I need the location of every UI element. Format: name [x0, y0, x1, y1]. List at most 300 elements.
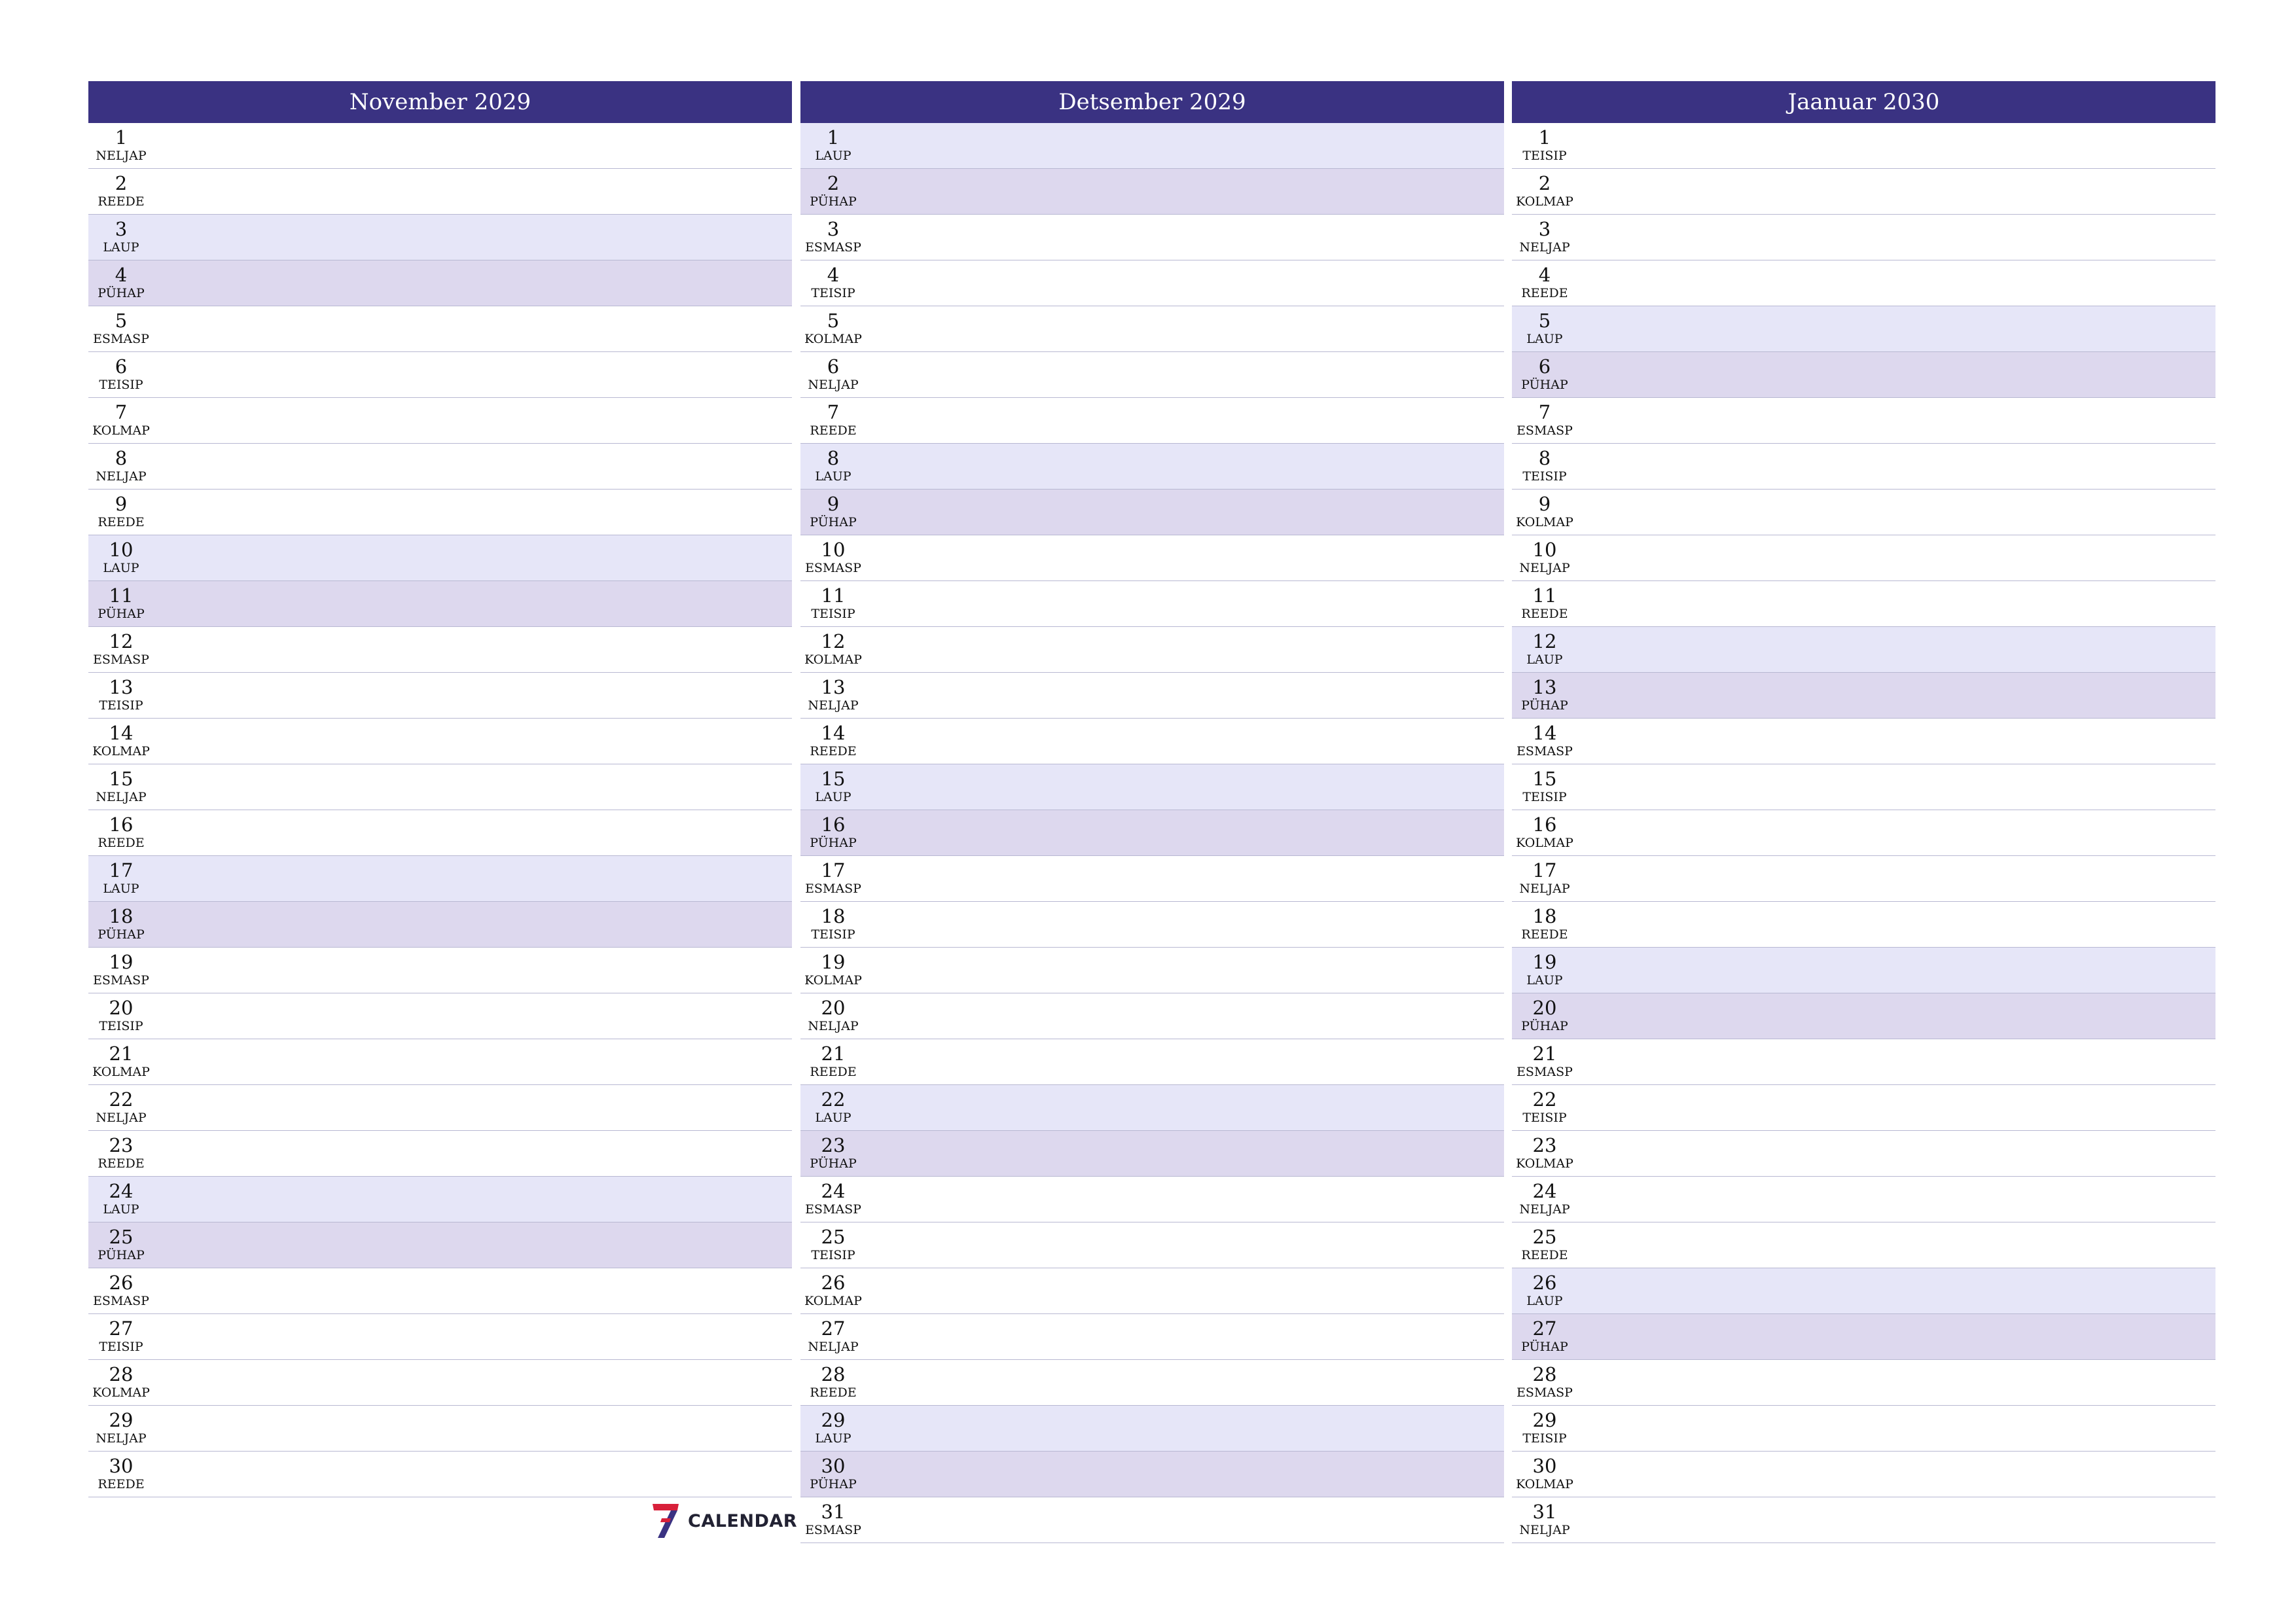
day-number: 23 [109, 1134, 134, 1156]
day-number: 24 [109, 1180, 134, 1202]
day-row [800, 993, 1504, 1039]
weekday-label: TEISIP [1522, 1111, 1567, 1125]
day-number: 30 [109, 1455, 134, 1477]
day-row [1512, 673, 2215, 719]
day-cell [91, 1043, 151, 1079]
weekday-label: LAUP [815, 1111, 852, 1125]
day-cell [803, 310, 863, 346]
day-number: 26 [1532, 1272, 1557, 1294]
weekday-label: NELJAP [1519, 240, 1570, 255]
day-number: 27 [1532, 1317, 1557, 1340]
day-number: 10 [1532, 539, 1557, 561]
day-number: 29 [821, 1409, 846, 1431]
weekday-label: PÜHAP [98, 607, 145, 621]
weekday-label: NELJAP [808, 1340, 859, 1354]
weekday-label: REEDE [98, 1477, 145, 1491]
month-november [88, 81, 792, 1497]
day-row [1512, 169, 2215, 215]
day-row [800, 719, 1504, 764]
day-row [88, 993, 792, 1039]
weekday-label: LAUP [103, 561, 139, 575]
day-row [1512, 490, 2215, 535]
day-number: 26 [109, 1272, 134, 1294]
day-row [88, 581, 792, 627]
day-cell [91, 631, 151, 667]
month-title: Jaanuar 2030 [1512, 81, 2215, 123]
day-cell [1515, 127, 1575, 163]
day-cell [91, 1272, 151, 1308]
weekday-label: REEDE [1521, 607, 1568, 621]
day-row [1512, 123, 2215, 169]
day-number: 1 [115, 126, 128, 149]
weekday-label: PÜHAP [1521, 1019, 1568, 1033]
day-cell [91, 402, 151, 438]
weekday-label: TEISIP [1522, 1431, 1567, 1446]
day-cell [803, 1089, 863, 1125]
weekday-label: REEDE [810, 1385, 857, 1400]
day-number: 13 [1532, 676, 1557, 698]
day-cell [803, 1272, 863, 1308]
weekday-label: LAUP [815, 469, 852, 484]
day-number: 2 [827, 172, 840, 194]
day-number: 6 [115, 355, 128, 378]
weekday-label: LAUP [1526, 332, 1563, 346]
weekday-label: ESMASP [93, 1294, 149, 1308]
day-row [1512, 1314, 2215, 1360]
day-row [800, 1085, 1504, 1131]
weekday-label: LAUP [103, 240, 139, 255]
day-cell [91, 493, 151, 529]
day-number: 8 [1538, 447, 1551, 469]
day-cell [803, 402, 863, 438]
day-cell [1515, 1181, 1575, 1217]
day-cell [1515, 539, 1575, 575]
day-row [88, 1131, 792, 1177]
day-number: 17 [1532, 859, 1557, 882]
day-cell [91, 1181, 151, 1217]
day-row [1512, 535, 2215, 581]
day-number: 23 [1532, 1134, 1557, 1156]
day-cell [91, 997, 151, 1033]
day-cell [803, 860, 863, 896]
day-row [800, 123, 1504, 169]
day-row [88, 1039, 792, 1085]
weekday-label: TEISIP [99, 698, 143, 713]
day-row [1512, 352, 2215, 398]
weekday-label: PÜHAP [98, 286, 145, 300]
day-number: 24 [821, 1180, 846, 1202]
weekday-label: REEDE [810, 423, 857, 438]
weekday-label: KOLMAP [1516, 194, 1573, 209]
day-number: 7 [1538, 401, 1551, 423]
day-number: 15 [109, 768, 134, 790]
day-number: 10 [109, 539, 134, 561]
day-number: 14 [1532, 722, 1557, 744]
day-number: 12 [821, 630, 846, 652]
day-number: 21 [109, 1043, 134, 1065]
day-row [88, 1314, 792, 1360]
day-number: 28 [109, 1363, 134, 1385]
day-cell [1515, 356, 1575, 392]
day-number: 16 [109, 813, 134, 836]
day-cell [1515, 906, 1575, 942]
weekday-label: LAUP [103, 1202, 139, 1217]
day-row [88, 902, 792, 948]
day-row [1512, 1268, 2215, 1314]
weekday-label: PÜHAP [98, 927, 145, 942]
day-number: 31 [1532, 1501, 1557, 1523]
weekday-label: KOLMAP [92, 423, 150, 438]
day-cell [803, 1135, 863, 1171]
day-row [800, 490, 1504, 535]
weekday-label: NELJAP [96, 1431, 147, 1446]
day-cell [1515, 1226, 1575, 1262]
day-number: 20 [821, 997, 846, 1019]
day-row [88, 260, 792, 306]
day-cell [803, 997, 863, 1033]
weekday-label: REEDE [98, 515, 145, 529]
weekday-label: TEISIP [1522, 149, 1567, 163]
day-cell [803, 448, 863, 484]
day-number: 30 [821, 1455, 846, 1477]
month-january [1512, 81, 2215, 1543]
day-cell [1515, 631, 1575, 667]
day-number: 29 [1532, 1409, 1557, 1431]
day-number: 31 [821, 1501, 846, 1523]
day-cell [91, 1089, 151, 1125]
weekday-label: KOLMAP [1516, 515, 1573, 529]
weekday-label: PÜHAP [1521, 378, 1568, 392]
day-row [88, 444, 792, 490]
day-number: 23 [821, 1134, 846, 1156]
weekday-label: NELJAP [1519, 882, 1570, 896]
day-number: 22 [1532, 1088, 1557, 1111]
weekday-label: LAUP [1526, 652, 1563, 667]
day-cell [1515, 173, 1575, 209]
day-number: 8 [827, 447, 840, 469]
weekday-label: ESMASP [1516, 423, 1573, 438]
day-number: 24 [1532, 1180, 1557, 1202]
day-row [1512, 1039, 2215, 1085]
day-row [1512, 1177, 2215, 1222]
day-cell [803, 1181, 863, 1217]
day-number: 16 [1532, 813, 1557, 836]
weekday-label: TEISIP [811, 607, 855, 621]
weekday-label: ESMASP [1516, 1385, 1573, 1400]
day-row [800, 444, 1504, 490]
day-cell [91, 722, 151, 758]
month-december [800, 81, 1504, 1543]
day-cell [803, 1318, 863, 1354]
weekday-label: ESMASP [1516, 744, 1573, 758]
weekday-label: NELJAP [96, 790, 147, 804]
day-row [1512, 810, 2215, 856]
day-number: 18 [109, 905, 134, 927]
day-cell [1515, 722, 1575, 758]
day-number: 1 [827, 126, 840, 149]
day-number: 12 [109, 630, 134, 652]
day-cell [1515, 814, 1575, 850]
weekday-label: NELJAP [1519, 561, 1570, 575]
day-number: 6 [827, 355, 840, 378]
day-row [1512, 215, 2215, 260]
weekday-label: ESMASP [1516, 1065, 1573, 1079]
weekday-label: ESMASP [93, 973, 149, 988]
day-number: 13 [821, 676, 846, 698]
day-row [88, 306, 792, 352]
weekday-label: REEDE [810, 744, 857, 758]
day-number: 28 [821, 1363, 846, 1385]
weekday-label: PÜHAP [810, 836, 857, 850]
weekday-label: TEISIP [99, 1019, 143, 1033]
day-cell [1515, 585, 1575, 621]
day-row [1512, 719, 2215, 764]
day-row [800, 1360, 1504, 1406]
day-row [88, 535, 792, 581]
weekday-label: NELJAP [1519, 1202, 1570, 1217]
weekday-label: NELJAP [96, 1111, 147, 1125]
day-number: 7 [827, 401, 840, 423]
day-cell [91, 860, 151, 896]
day-row [88, 1085, 792, 1131]
day-row [800, 764, 1504, 810]
day-row [88, 948, 792, 993]
weekday-label: KOLMAP [804, 652, 862, 667]
day-number: 11 [1532, 584, 1557, 607]
day-cell [91, 585, 151, 621]
day-number: 18 [821, 905, 846, 927]
weekday-label: PÜHAP [810, 1156, 857, 1171]
day-cell [1515, 1410, 1575, 1446]
day-row [1512, 444, 2215, 490]
weekday-label: ESMASP [805, 1523, 861, 1537]
day-number: 17 [821, 859, 846, 882]
day-row [800, 627, 1504, 673]
day-cell [91, 219, 151, 255]
weekday-label: KOLMAP [92, 1065, 150, 1079]
day-cell [803, 1043, 863, 1079]
weekday-label: PÜHAP [1521, 698, 1568, 713]
day-number: 28 [1532, 1363, 1557, 1385]
day-row [1512, 581, 2215, 627]
day-cell [803, 585, 863, 621]
weekday-label: TEISIP [1522, 469, 1567, 484]
day-row [800, 398, 1504, 444]
day-row [88, 1222, 792, 1268]
day-row [88, 719, 792, 764]
weekday-label: KOLMAP [92, 744, 150, 758]
day-number: 4 [827, 264, 840, 286]
day-row [800, 1497, 1504, 1543]
day-row [88, 123, 792, 169]
weekday-label: REEDE [1521, 1248, 1568, 1262]
calendar-logo[interactable] [651, 1503, 797, 1539]
day-row [800, 1452, 1504, 1497]
weekday-label: REEDE [810, 1065, 857, 1079]
weekday-label: PÜHAP [810, 194, 857, 209]
day-row [1512, 1222, 2215, 1268]
weekday-label: ESMASP [93, 652, 149, 667]
weekday-label: KOLMAP [1516, 1477, 1573, 1491]
day-row [1512, 764, 2215, 810]
day-row [88, 856, 792, 902]
day-row [800, 306, 1504, 352]
day-row [800, 1177, 1504, 1222]
day-row [1512, 1131, 2215, 1177]
day-number: 15 [821, 768, 846, 790]
day-cell [1515, 1455, 1575, 1491]
day-number: 27 [109, 1317, 134, 1340]
weekday-label: REEDE [1521, 927, 1568, 942]
day-row [1512, 1452, 2215, 1497]
day-row [800, 1268, 1504, 1314]
day-cell [803, 631, 863, 667]
month-title: November 2029 [88, 81, 792, 123]
weekday-label: TEISIP [811, 1248, 855, 1262]
day-number: 25 [821, 1226, 846, 1248]
weekday-label: PÜHAP [98, 1248, 145, 1262]
day-number: 22 [821, 1088, 846, 1111]
day-number: 18 [1532, 905, 1557, 927]
day-cell [91, 677, 151, 713]
weekday-label: LAUP [815, 149, 852, 163]
day-cell [1515, 310, 1575, 346]
day-row [1512, 902, 2215, 948]
day-cell [91, 127, 151, 163]
day-number: 13 [109, 676, 134, 698]
day-number: 14 [821, 722, 846, 744]
weekday-label: ESMASP [805, 1202, 861, 1217]
day-cell [1515, 860, 1575, 896]
weekday-label: KOLMAP [1516, 1156, 1573, 1171]
weekday-label: ESMASP [805, 882, 861, 896]
day-row [1512, 398, 2215, 444]
day-row [1512, 948, 2215, 993]
logo-text: CALENDAR [688, 1510, 798, 1531]
weekday-label: TEISIP [99, 1340, 143, 1354]
weekday-label: ESMASP [805, 561, 861, 575]
weekday-label: TEISIP [1522, 790, 1567, 804]
day-row [88, 490, 792, 535]
day-number: 11 [821, 584, 846, 607]
weekday-label: PÜHAP [810, 515, 857, 529]
day-cell [803, 1501, 863, 1537]
day-row [1512, 1360, 2215, 1406]
day-row [800, 1131, 1504, 1177]
day-cell [91, 1364, 151, 1400]
weekday-label: LAUP [1526, 1294, 1563, 1308]
day-cell [1515, 997, 1575, 1033]
day-number: 26 [821, 1272, 846, 1294]
weekday-label: NELJAP [1519, 1523, 1570, 1537]
day-number: 15 [1532, 768, 1557, 790]
day-cell [1515, 493, 1575, 529]
day-row [88, 673, 792, 719]
day-number: 17 [109, 859, 134, 882]
day-number: 27 [821, 1317, 846, 1340]
day-cell [1515, 448, 1575, 484]
day-number: 12 [1532, 630, 1557, 652]
day-cell [803, 768, 863, 804]
day-row [88, 1360, 792, 1406]
day-row [88, 215, 792, 260]
day-row [800, 352, 1504, 398]
day-cell [803, 952, 863, 988]
day-cell [1515, 1272, 1575, 1308]
weekday-label: REEDE [98, 194, 145, 209]
day-row [800, 215, 1504, 260]
weekday-label: KOLMAP [92, 1385, 150, 1400]
weekday-label: LAUP [815, 790, 852, 804]
day-row [88, 1268, 792, 1314]
seven-logo-icon [651, 1503, 680, 1539]
day-cell [803, 539, 863, 575]
day-row [800, 169, 1504, 215]
day-number: 19 [1532, 951, 1557, 973]
day-number: 5 [827, 310, 840, 332]
day-cell [91, 264, 151, 300]
day-row [1512, 306, 2215, 352]
day-number: 8 [115, 447, 128, 469]
day-number: 3 [827, 218, 840, 240]
day-row [800, 535, 1504, 581]
day-number: 21 [821, 1043, 846, 1065]
day-cell [91, 952, 151, 988]
day-number: 1 [1538, 126, 1551, 149]
day-cell [803, 906, 863, 942]
day-row [800, 1222, 1504, 1268]
day-number: 29 [109, 1409, 134, 1431]
weekday-label: REEDE [1521, 286, 1568, 300]
weekday-label: LAUP [103, 882, 139, 896]
day-cell [1515, 1043, 1575, 1079]
weekday-label: LAUP [1526, 973, 1563, 988]
day-number: 25 [1532, 1226, 1557, 1248]
month-title: Detsember 2029 [800, 81, 1504, 123]
weekday-label: KOLMAP [1516, 836, 1573, 850]
day-number: 21 [1532, 1043, 1557, 1065]
day-cell [1515, 677, 1575, 713]
day-cell [91, 1318, 151, 1354]
day-row [88, 764, 792, 810]
day-cell [91, 448, 151, 484]
day-number: 22 [109, 1088, 134, 1111]
day-row [1512, 1085, 2215, 1131]
day-number: 9 [827, 493, 840, 515]
day-cell [1515, 768, 1575, 804]
day-cell [91, 173, 151, 209]
day-number: 4 [115, 264, 128, 286]
weekday-label: TEISIP [811, 286, 855, 300]
day-number: 4 [1538, 264, 1551, 286]
day-cell [1515, 1364, 1575, 1400]
day-row [800, 1406, 1504, 1452]
day-row [1512, 993, 2215, 1039]
day-row [800, 856, 1504, 902]
day-number: 30 [1532, 1455, 1557, 1477]
day-cell [803, 493, 863, 529]
day-row [800, 948, 1504, 993]
day-cell [803, 356, 863, 392]
day-row [1512, 856, 2215, 902]
day-row [1512, 627, 2215, 673]
day-cell [1515, 219, 1575, 255]
day-number: 7 [115, 401, 128, 423]
day-cell [803, 1410, 863, 1446]
day-number: 9 [1538, 493, 1551, 515]
day-number: 25 [109, 1226, 134, 1248]
day-cell [803, 677, 863, 713]
